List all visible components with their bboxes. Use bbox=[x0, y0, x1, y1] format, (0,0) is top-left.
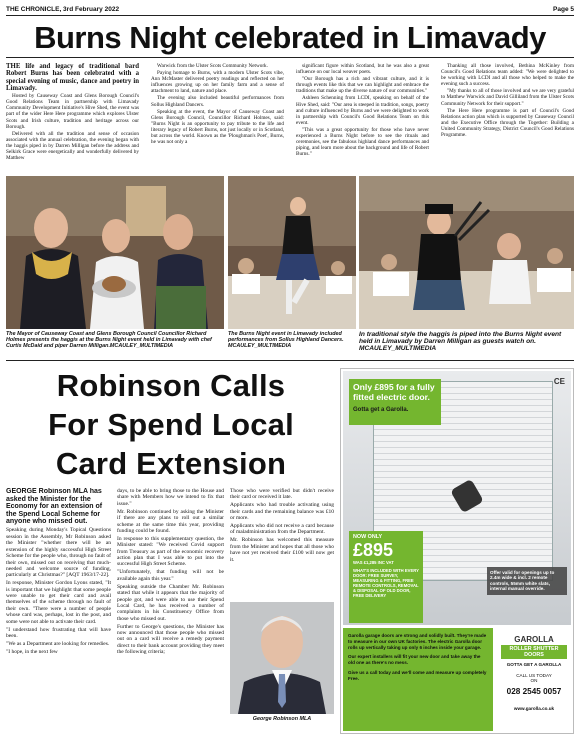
advert-contact bbox=[497, 631, 571, 729]
article-paragraph: Mr. Robinson continued by asking the Minister if there are any plans to roll out a similar scheme at the same time this year, providing funding could be found. bbox=[117, 508, 224, 534]
article-paragraph: Speaking outside the Chamber Mr. Robinson stated that while it appears that the majority of people got, and were able to use their Spend Local Card, he has received a number of complaints in his Constituency Office from those who missed out. bbox=[117, 583, 224, 622]
caption-highland-dancers: The Burns Night event in Limavady included performances from Sollus Highland Dancers. MCAULEY_MULTIMEDIA bbox=[228, 331, 344, 350]
article-paragraph: Further to George's questions, the Minister has now announced that those people who missed out on a card will receive a remedy payment direct to their bank account providing they meet the following criteria; bbox=[117, 623, 224, 656]
caption-piper: In traditional style the haggis is piped into the Burns Night event held in Limavady by Darren Milligan as guests watch on. MCAULEY_MULTIMEDIA bbox=[359, 331, 562, 353]
article-paragraph: "This was a great opportunity for those who have never experienced a Burns Night before to see the rituals and ceremonies, see the fabulous highland dance performances and piping, and learn more about the background and life of Robert Burns." bbox=[296, 126, 429, 158]
burns-column-3 bbox=[296, 63, 429, 175]
advert-paragraph: Our expert installers will fit your new door and take away the old one as there's no mess. bbox=[348, 654, 481, 666]
article-paragraph: significant figure within Scotland, but he was also a great influence on our local weaver poets. bbox=[296, 63, 429, 76]
photo-george-robinson bbox=[230, 602, 334, 714]
caption-mayor-haggis: The Mayor of Causeway Coast and Glens Borough Council Councillor Richard Holmes presents the haggis at the Burns Night event held in Limavady with chef Curtis McDaid and piper Darren Milligan.MCAULEY_MULTIMEDIA bbox=[6, 331, 212, 350]
garolla-advert bbox=[340, 368, 574, 734]
advert-body bbox=[343, 628, 493, 731]
burns-article bbox=[6, 63, 574, 175]
advert-paragraph: Garolla garage doors are strong and solidly built. They're made to measure in our own UK factories. The electric Garolla door rolls up vertically taking up only 6 inches inside your garage. bbox=[348, 633, 487, 650]
advert-image bbox=[343, 371, 571, 625]
call-us-label: CALL US TODAY bbox=[516, 673, 552, 678]
advert-was-price: WAS £1,285 INC VAT bbox=[353, 560, 394, 565]
article-paragraph: Hosted by Causeway Coast and Glens Borough Council's Good Relations Team in partnership with Limavady Community Development Initiative's Hive Shed, the event was part of the wider Here Here programme which explores Ulster Scots and Irish culture, tradition and heritage across our Borough. bbox=[6, 93, 139, 130]
article-paragraph: In response, Minister Gordon Lyons stated, "It is important that we highlight that some people were unable to get their card and avail themselves of the scheme through no fault of their own. "There were a number of people whose card was, perhaps, lost in the post, and some were not able to activate their card. bbox=[6, 580, 111, 625]
article-paragraph: Applicants who had trouble activating using their cards and the remaining balance was £10 or more. bbox=[230, 502, 334, 522]
masthead bbox=[6, 4, 574, 16]
advert-website-link[interactable]: www.garolla.co.uk bbox=[513, 706, 555, 711]
paper-date: THE CHRONICLE, 3rd February 2022 bbox=[6, 6, 120, 13]
advert-price-box bbox=[349, 531, 423, 623]
photo-mayor-haggis bbox=[6, 176, 224, 329]
section-divider bbox=[6, 360, 574, 361]
robinson-column-2 bbox=[117, 488, 224, 733]
burns-column-2 bbox=[151, 63, 284, 175]
ce-mark-icon: CE bbox=[553, 377, 565, 386]
article-paragraph: Speaking at the event, the Mayor of Causeway Coast and Glens Borough Council, Councillor Richard Holmes, said: "Burns Night is an opportunity to pay tribute to the life and literary legacy of Robert Burns, not just locally or in Scotland, but across the world. Known as the 'Ploughman's Poet', Burns, he was not only a bbox=[151, 108, 284, 146]
headline-line: Robinson Calls bbox=[56, 368, 286, 403]
article-paragraph: In response to this supplementary question, the Minister stated: "We received Covid support from Treasury as part of the economic recovery action plan that I was able to put into the successful High Street Scheme. bbox=[117, 535, 224, 568]
page-number: Page 5 bbox=[553, 6, 574, 13]
robinson-column-1 bbox=[6, 488, 111, 733]
now-only-label: NOW ONLY bbox=[353, 534, 383, 540]
advert-offer-box bbox=[349, 379, 441, 425]
article-paragraph: The evening also included beautiful performances from Sollus Highland Dancers. bbox=[151, 95, 284, 108]
photo-piper bbox=[359, 176, 574, 329]
article-paragraph: Applicants who did not receive a card because of maladministration from the Department. bbox=[230, 523, 334, 536]
article-paragraph: Paying homage to Burns, with a modern Ulster Scots vibe, Ann McMaster delivered poetry readings and reflected on her influences growing up on her family farm and a sense of attachment to land, nature and place. bbox=[151, 70, 284, 95]
photo-highland-dancers bbox=[228, 176, 356, 329]
article-paragraph: "My thanks to all of those involved and we are very grateful to Matthew Warwick and David Gilliland from the Ulster Scots Community Network for their support." bbox=[441, 88, 574, 107]
robinson-column-3 bbox=[230, 488, 334, 598]
burns-headline: Burns Night celebrated in Limavady bbox=[6, 18, 574, 58]
advert-phone[interactable]: 028 2545 0057 bbox=[506, 687, 562, 696]
article-paragraph: Speaking during Monday's Topical Questions session in the Assembly, Mr Robinson asked the Minister "whether there will be an extension of the highly successful High Street Scheme for the people who, through no fault of their own, missed out on receiving that much-needed and welcome source of funding, particularly at Christmas?" [AQT 1963/17-22]. bbox=[6, 527, 111, 579]
advert-cta: Gotta get a Garolla. bbox=[353, 407, 409, 414]
article-paragraph: Ashleen Schenning from LCDI, speaking on behalf of the Hive Shed, said: "Our area is steeped in tradition, songs, poetry and culture influenced by Burns and we were delighted to work in partnership with Council's Good Relations Team on this event. bbox=[296, 95, 429, 126]
call-us-on-label: ON bbox=[530, 678, 538, 683]
article-paragraph: The Here Here programme is part of Council's Good Relations action plan which is supported by Causeway Council and the Executive Office through the Together: Building a United Community Strategy, District Council's Good Relations Programme. bbox=[441, 107, 574, 139]
headline-line: For Spend Local bbox=[48, 407, 294, 442]
article-paragraph: days, to be able to bring those to the House and share with Members how we intend to fix that issue." bbox=[117, 488, 224, 507]
advert-price: £895 bbox=[353, 540, 394, 560]
article-paragraph: "We as a Department are looking for remedies. bbox=[6, 640, 110, 647]
advert-offer-note: Offer valid for openings up to 2.4m wide & incl. 2 remote controls, 55mm white slats, internal manual override. bbox=[487, 567, 567, 595]
article-paragraph: "Our Borough has a rich and vibrant culture, and it is through events like this that we can highlight and embrace the traditions that make up the diverse nature of our communities." bbox=[296, 76, 429, 95]
article-paragraph: "I understand how frustrating that will have been. bbox=[6, 626, 111, 639]
advert-paragraph: Give us a call today and we'll come and measure up completely Free. bbox=[348, 669, 487, 681]
robinson-lead: GEORGE Robinson MLA has asked the Minister for the Economy for an extension of the Spend Local Scheme for anyone who missed out. bbox=[6, 488, 103, 526]
advert-headline: Only £895 for a fully fitted electric door. bbox=[353, 382, 435, 402]
article-paragraph: Thanking all those involved, Bethina McKinley from Council's Good Relations team added: "We were delighted to be working with LCDI and all those who helped to make the evening such a success. bbox=[441, 63, 574, 88]
caption-george-robinson: George Robinson MLA bbox=[252, 716, 312, 722]
burns-lead: THE life and legacy of traditional bard Robert Burns has been celebrated with a special evening of music, dance and poetry in Limavady. bbox=[6, 63, 139, 92]
advert-tagline: GOTTA GET A GAROLLA bbox=[506, 662, 562, 667]
robinson-headline bbox=[6, 366, 336, 486]
article-paragraph: Those who were verified but didn't receive their card or received it late. bbox=[230, 488, 334, 501]
article-paragraph: Warwick from the Ulster Scots Community Network. bbox=[157, 63, 268, 69]
article-paragraph: "I hope, in the next few bbox=[6, 648, 58, 655]
burns-column-4 bbox=[441, 63, 574, 175]
garolla-logo: GAROLLA bbox=[514, 635, 554, 644]
headline-line: Card Extension bbox=[55, 446, 287, 481]
article-paragraph: Delivered with all the tradition and sense of occasion associated with the annual celebration, the evening began with the haggis piped in by Darren Milligan before the address and Selkirk Grace were energetically and wonderfully delivered by Matthew bbox=[6, 130, 139, 162]
burns-column-1 bbox=[6, 63, 139, 175]
advert-included: WHAT'S INCLUDED WITH EVERY DOOR: FREE SURVEY, MEASURING & FITTING, FREE REMOTE CONTROLS, REMOVAL & DISPOSAL OF OLD DOOR, FREE DELIVERY bbox=[353, 568, 419, 598]
article-paragraph: Mr. Robinson has welcomed this measure from the Minister and hopes that all those who have not yet received their £100 will now get it. bbox=[230, 537, 334, 563]
garolla-logo-subtitle: ROLLER SHUTTER DOORS bbox=[501, 645, 567, 659]
article-paragraph: "Unfortunately, that funding will not be available again this year." bbox=[117, 569, 224, 582]
